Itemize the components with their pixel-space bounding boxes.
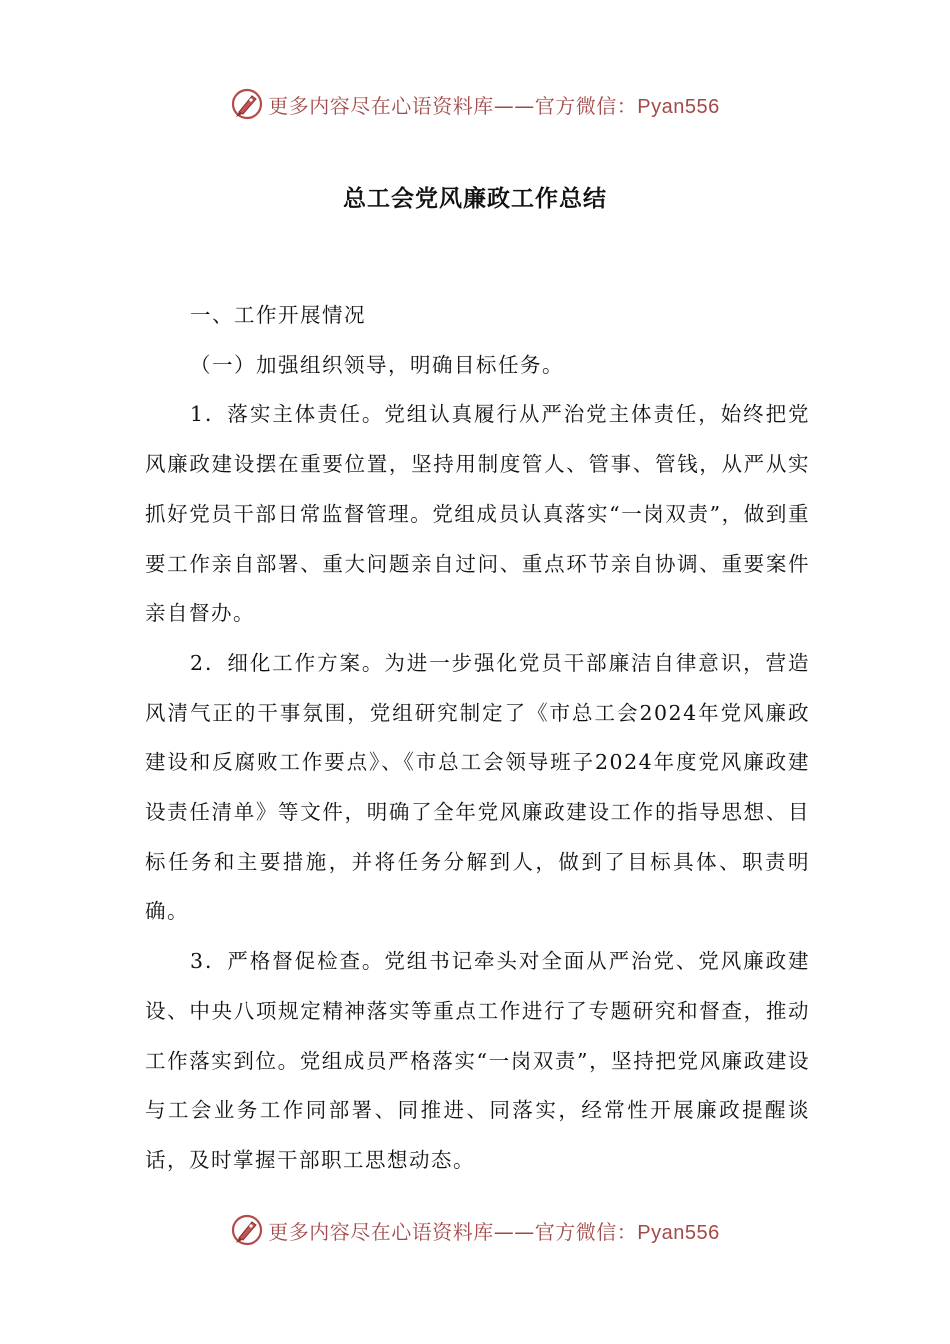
pen-nib-logo-icon (230, 1213, 264, 1247)
document-title: 总工会党风廉政工作总结 (343, 186, 607, 212)
banner-text (268, 1216, 719, 1245)
footer-watermark-banner (0, 1208, 950, 1252)
banner-text (268, 90, 719, 119)
header-watermark-banner (0, 82, 950, 126)
wechat-id: Pyan556 (637, 95, 720, 118)
section-heading: 一、工作开展情况 (190, 303, 366, 327)
banner-promo-text: 更多内容尽在心语资料库——官方微信： (268, 93, 638, 118)
body-paragraph-2: 2．细化工作方案。为进一步强化党员干部廉洁自律意识，营造风清气正的干事氛围，党组研究制定了《市总工会2024年党风廉政建设和反腐败工作要点》、《市总工会领导班子2024年度党风廉政建设责任清单》等文件，明确了全年党风廉政建设工作的指导思想、目标任务和主要措施，并将任务分解到人，做到了目标具体、职责明确。 (145, 650, 810, 924)
body-paragraph-3: 3．严格督促检查。党组书记牵头对全面从严治党、党风廉政建设、中央八项规定精神落实等重点工作进行了专题研究和督查，推动工作落实到位。党组成员严格落实“一岗双责”，坚持把党风廉政建设与工会业务工作同部署、同推进、同落实，经常性开展廉政提醒谈话，及时掌握干部职工思想动态。 (145, 949, 810, 1172)
document-body (145, 291, 810, 1186)
body-paragraph-1: 1．落实主体责任。党组认真履行从严治党主体责任，始终把党风廉政建设摆在重要位置，坚持用制度管人、管事、管钱，从严从实抓好党员干部日常监督管理。党组成员认真落实“一岗双责”，做到重要工作亲自部署、重大问题亲自过问、重点环节亲自协调、重要案件亲自督办。 (145, 402, 810, 626)
wechat-id: Pyan556 (637, 1221, 720, 1244)
banner-promo-text: 更多内容尽在心语资料库——官方微信： (268, 1219, 638, 1244)
subsection-heading: （一）加强组织领导，明确目标任务。 (190, 352, 564, 377)
pen-nib-logo-icon (230, 87, 264, 121)
